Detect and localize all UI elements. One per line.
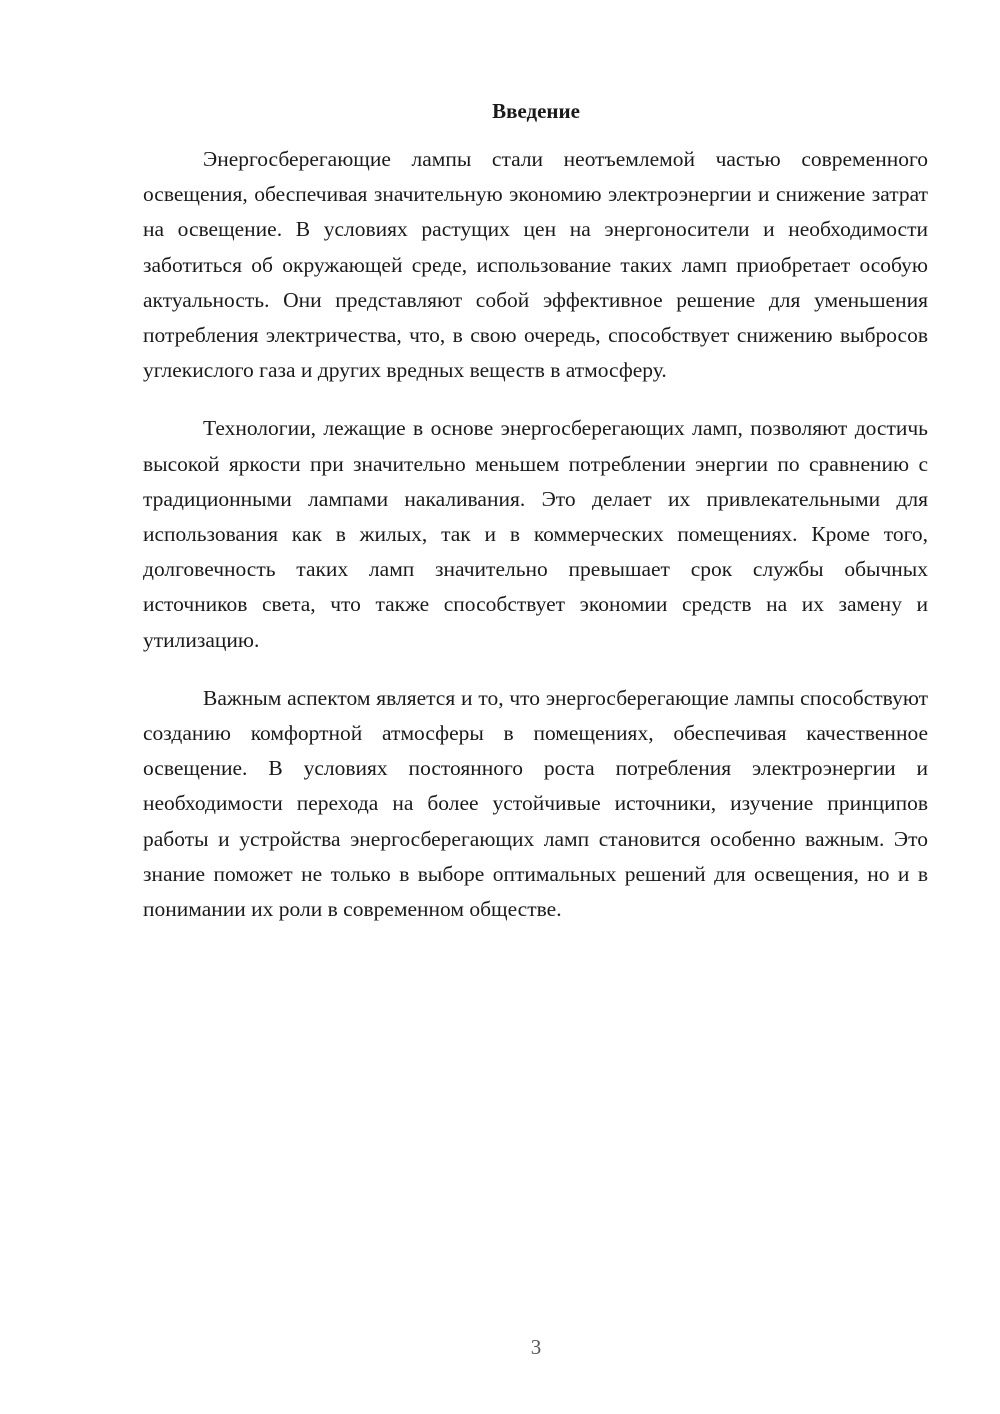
paragraph-2: Технологии, лежащие в основе энергосберегающих ламп, позволяют достичь высокой яркости при значительно меньшем потреблении энергии по сравнению с традиционными лампами накаливания. Это делает их привлекательными для использования как в жилых, так и в коммерческих помещениях. Кроме того, долговечность таких ламп значительно превышает срок службы обычных источников света, что также способствует экономии средств на их замену и утилизацию. <box>143 416 928 652</box>
section-title: Введение <box>492 99 580 123</box>
paragraph-1: Энергосберегающие лампы стали неотъемлемой частью современного освещения, обеспечивая значительную экономию электроэнергии и снижение затрат на освещение. В условиях растущих цен на энергоносители и необходимости заботиться об окружающей среде, использование таких ламп приобретает особую актуальность. Они представляют собой эффективное решение для уменьшения потребления электричества, что, в свою очередь, способствует снижению выбросов углекислого газа и других вредных веществ в атмосферу. <box>143 147 928 383</box>
body-text <box>143 142 928 950</box>
page-number: 3 <box>530 1335 542 1359</box>
paragraph-3: Важным аспектом является и то, что энергосберегающие лампы способствуют созданию комфортной атмосферы в помещениях, обеспечивая качественное освещение. В условиях постоянного роста потребления электроэнергии и необходимости перехода на более устойчивые источники, изучение принципов работы и устройства энергосберегающих ламп становится особенно важным. Это знание поможет не только в выборе оптимальных решений для освещения, но и в понимании их роли в современном обществе. <box>143 685 928 922</box>
